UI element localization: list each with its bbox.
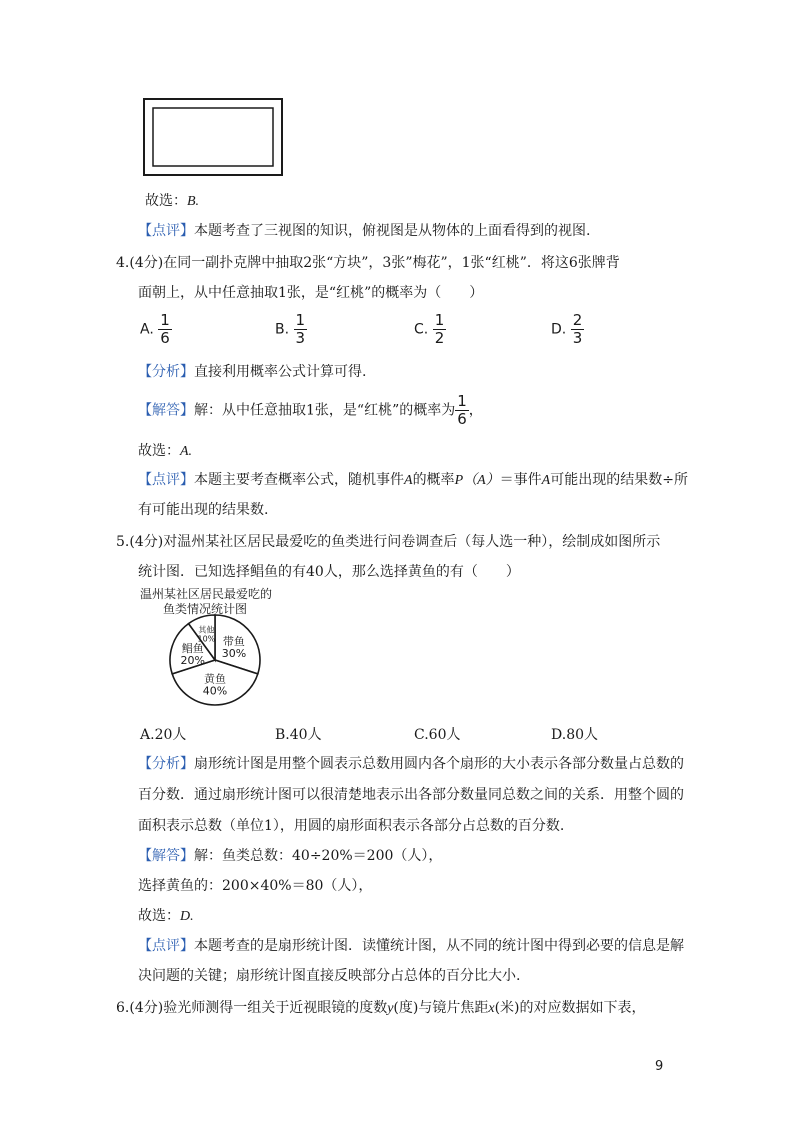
q5-option-d[interactable]: D.80人 [551, 727, 599, 743]
q4-option-d[interactable]: D. $\frac{2}{3}$ [551, 311, 583, 347]
q4-analysis: 【分析】直接利用概率公式计算可得. [138, 364, 367, 380]
q5-option-c[interactable]: C.60人 [414, 727, 461, 743]
q3-comment: 【点评】本题考查了三视图的知识，俯视图是从物体的上面看得到的视图. [138, 223, 591, 239]
slice-percent-label: 40% [202, 684, 228, 698]
q5-solution: 【解答】解：鱼类总数：40÷20%＝200（人）， [138, 848, 443, 864]
solution-tag: 【解答】 [138, 402, 194, 419]
q5-conclusion: 故选：D. [138, 908, 194, 924]
page-number: 9 [655, 1059, 664, 1074]
slice-name-label: 黄鱼 [204, 672, 226, 686]
q5-analysis-line3: 面积表示总数（单位1），用圆的扇形面积表示各部分占总数的百分数. [138, 818, 565, 834]
q5-comment-line2: 决问题的关键；扇形统计图直接反映部分占总体的百分比大小. [138, 968, 521, 984]
q5-analysis-line2: 百分数．通过扇形统计图可以很清楚地表示出各部分数量同总数之间的关系．用整个圆的 [138, 787, 684, 803]
q4-solution: 【解答】解：从中任意抽取1张，是“红桃”的概率为 $\frac{1}{6}$ ， [138, 392, 483, 428]
top-view-figure [143, 98, 283, 176]
q5-option-a[interactable]: A.20人 [140, 727, 187, 743]
slice-name-label: 其他 [198, 625, 215, 635]
fraction: $\frac{1}{6}$ [457, 392, 467, 428]
q3-conclusion: 故选：B. [145, 193, 200, 209]
fraction: $\frac{2}{3}$ [572, 311, 583, 347]
fraction: $\frac{1}{3}$ [295, 311, 306, 347]
q4-option-c[interactable]: C. $\frac{1}{2}$ [414, 311, 445, 347]
fraction: $\frac{1}{2}$ [434, 311, 445, 347]
comment-tag: 【点评】 [138, 223, 194, 239]
analysis-tag: 【分析】 [138, 756, 194, 772]
q4-conclusion: 故选：A. [138, 443, 193, 459]
q4-comment: 【点评】本题主要考查概率公式，随机事件A的概率P（A）＝事件A可能出现的结果数÷所 [138, 472, 688, 488]
q4-comment-line2: 有可能出现的结果数. [138, 502, 269, 518]
fraction: $\frac{1}{6}$ [160, 311, 170, 347]
q5-solution-line2: 选择黄鱼的：200×40%＝80（人）， [138, 878, 373, 894]
chart-title-line1: 温州某社区居民最爱吃的 [140, 587, 273, 601]
analysis-tag: 【分析】 [138, 364, 194, 380]
chart-title-line2: 鱼类情况统计图 [163, 602, 248, 616]
q5-stem-line2: 统计图．已知选择鲳鱼的有40人，那么选择黄鱼的有（ ） [138, 564, 520, 580]
q4-option-b[interactable]: B. $\frac{1}{3}$ [275, 311, 306, 347]
q4-stem: 4.(4分)在同一副扑克牌中抽取2张“方块”，3张”梅花”，1张“红桃”．将这6张牌背 [116, 255, 620, 271]
q5-comment: 【点评】本题考查的是扇形统计图．读懂统计图，从不同的统计图中得到必要的信息是解 [138, 938, 684, 954]
q6-stem: 6.(4分)验光师测得一组关于近视眼镜的度数y(度)与镜片焦距x(米)的对应数据如下表， [116, 1000, 646, 1016]
fish-pie-chart [160, 612, 270, 708]
comment-tag: 【点评】 [138, 472, 194, 488]
comment-tag: 【点评】 [138, 938, 194, 954]
q5-option-b[interactable]: B.40人 [275, 727, 322, 743]
q4-stem-line2: 面朝上，从中任意抽取1张，是“红桃”的概率为（ ） [138, 285, 484, 301]
q5-stem: 5.(4分)对温州某社区居民最爱吃的鱼类进行问卷调查后（每人选一种），绘制成如图所示 [116, 534, 661, 550]
q5-analysis: 【分析】扇形统计图是用整个圆表示总数用圆内各个扇形的大小表示各部分数量占总数的 [138, 756, 684, 772]
q4-option-a[interactable]: A. $\frac{1}{6}$ [140, 311, 170, 347]
slice-name-label: 鲳鱼 [181, 641, 204, 655]
slice-percent-label: 10% [197, 634, 216, 644]
slice-name-label: 带鱼 [222, 635, 245, 649]
slice-percent-label: 20% [180, 653, 205, 667]
solution-tag: 【解答】 [138, 848, 194, 864]
slice-percent-label: 30% [221, 647, 247, 661]
